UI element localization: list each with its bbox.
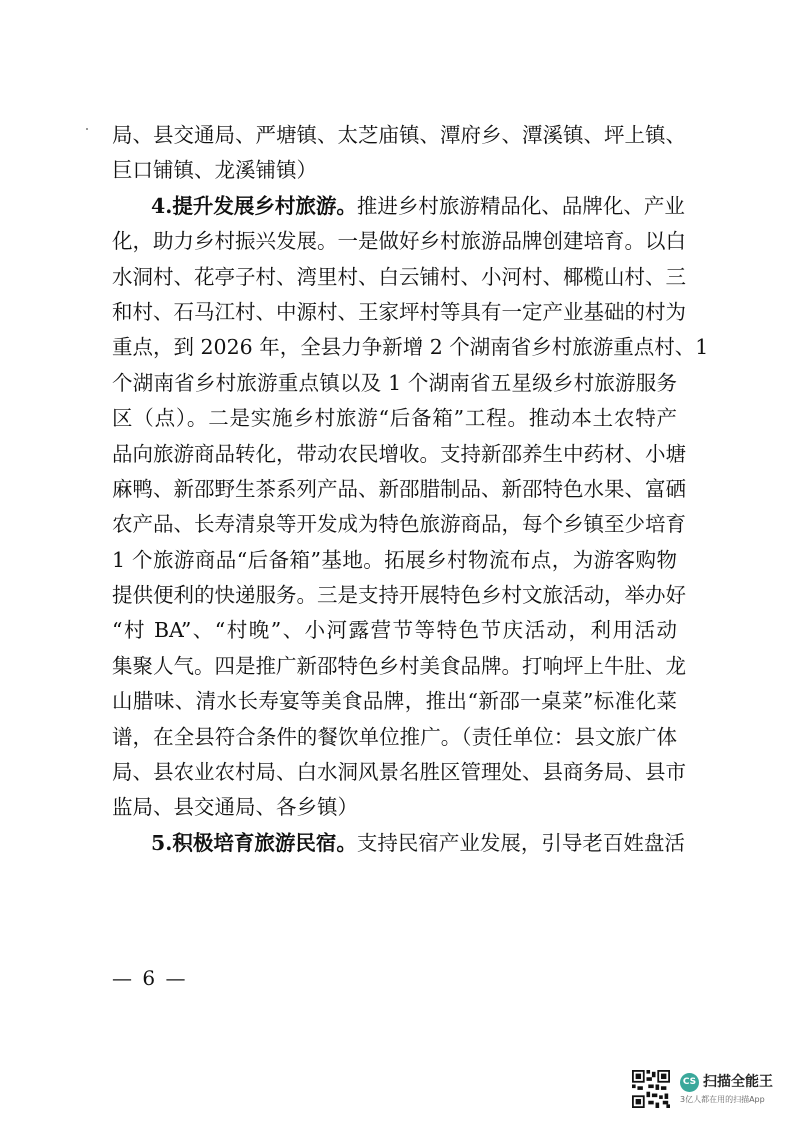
body-line: 集聚人气。四是推广新邵特色乡村美食品牌。打响坪上牛肚、龙	[112, 653, 686, 678]
paragraph-5-first-line	[112, 826, 685, 861]
body-line: 和村、石马江村、中源村、王家坪村等具有一定产业基础的村为	[112, 299, 686, 324]
qr-code-icon	[632, 1070, 670, 1108]
body-line: 山腊味、清水长寿宴等美食品牌，推出“新邵一桌菜”标准化菜	[112, 689, 677, 714]
scanner-watermark	[632, 1064, 782, 1110]
body-line: 麻鸭、新邵野生茶系列产品、新邵腊制品、新邵特色水果、富硒	[112, 476, 686, 501]
body-line: 品向旅游商品转化，带动农民增收。支持新邵养生中药材、小塘	[112, 441, 686, 466]
body-line: 提供便利的快递服务。三是支持开展特色乡村文旅活动，举办好	[112, 583, 686, 608]
watermark-app-name: 扫描全能王	[703, 1074, 773, 1090]
body-line: 化，助力乡村振兴发展。一是做好乡村旅游品牌创建培育。以白	[112, 229, 686, 254]
document-body	[112, 118, 709, 861]
body-line: 水洞村、花亭子村、湾里村、白云铺村、小河村、椰榄山村、三	[112, 264, 686, 289]
body-line-text: 推进乡村旅游精品化、品牌化、产业	[356, 193, 685, 218]
section-heading-4: 4.提升发展乡村旅游。	[151, 193, 357, 218]
body-line: 局、县农业农村局、白水洞风景名胜区管理处、县商务局、县市	[112, 760, 686, 785]
body-line-text: 支持民宿产业发展，引导老百姓盘活	[356, 830, 685, 855]
body-line: 局、县交通局、严塘镇、太芝庙镇、潭府乡、潭溪镇、坪上镇、	[112, 123, 686, 147]
paragraph-4-first-line	[112, 189, 685, 224]
page-number: — 6 —	[112, 966, 188, 990]
body-line: 谱，在全县符合条件的餐饮单位推广。（责任单位：县文旅广体	[112, 724, 677, 749]
body-line: 巨口铺镇、龙溪铺镇）	[112, 158, 317, 183]
body-line: 重点，到 2026 年，全县力争新增 2 个湖南省乡村旅游重点村、1	[112, 335, 709, 360]
body-line: 区（点）。二是实施乡村旅游“后备箱”工程。推动本土农特产	[112, 406, 677, 431]
body-line: 农产品、长寿清泉等开发成为特色旅游商品，每个乡镇至少培育	[112, 512, 686, 537]
body-line: 监局、县交通局、各乡镇）	[112, 795, 358, 820]
camscanner-logo-icon: CS	[680, 1073, 699, 1092]
watermark-tagline: 3亿人都在用的扫描App	[680, 1095, 765, 1104]
body-line: 个湖南省乡村旅游重点镇以及 1 个湖南省五星级乡村旅游服务	[112, 370, 677, 395]
scan-speck	[86, 128, 88, 130]
body-line: “村 BA”、“村晚”、小河露营节等特色节庆活动，利用活动	[112, 618, 677, 643]
section-heading-5: 5.积极培育旅游民宿。	[151, 830, 357, 855]
body-line: 1 个旅游商品“后备箱”基地。拓展乡村物流布点，为游客购物	[112, 547, 677, 572]
